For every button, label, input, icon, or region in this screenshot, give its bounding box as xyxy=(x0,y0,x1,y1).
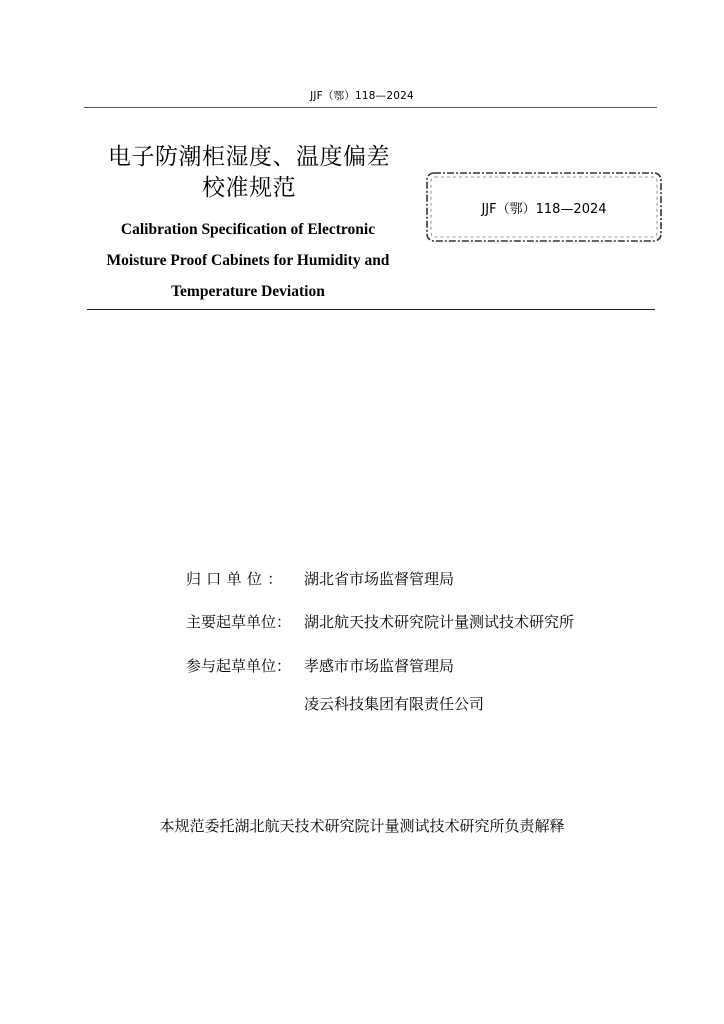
standard-code-box xyxy=(424,170,664,244)
participant-value-2: 凌云科技集团有限责任公司 xyxy=(304,695,485,713)
participants-row xyxy=(186,655,454,676)
interpretation-note: 本规范委托湖北航天技术研究院计量测试技术研究所负责解释 xyxy=(159,817,565,835)
participants-row-2 xyxy=(304,693,484,714)
title-chinese-line-2: 校准规范 xyxy=(202,175,296,201)
title-english-line-1: Calibration Specification of Electronic xyxy=(120,221,376,238)
header-rule xyxy=(84,107,657,108)
title-rule xyxy=(87,309,655,310)
header-standard-code: JJF（鄂）118—2024 xyxy=(310,90,414,102)
participants-label: 参与起草单位： xyxy=(186,657,292,675)
gui-kou-unit-label: 归口单位： xyxy=(186,570,288,588)
title-english-line-2: Moisture Proof Cabinets for Humidity and xyxy=(106,252,390,269)
main-drafter-row xyxy=(186,611,574,632)
title-chinese-line-1: 电子防潮柜湿度、温度偏差 xyxy=(108,144,390,170)
gui-kou-unit-value: 湖北省市场监督管理局 xyxy=(304,570,455,588)
gui-kou-unit-row xyxy=(186,568,454,589)
main-drafter-value: 湖北航天技术研究院计量测试技术研究所 xyxy=(304,613,575,631)
standard-code-box-text: JJF（鄂）118—2024 xyxy=(481,202,607,217)
participant-value-1: 孝感市市场监督管理局 xyxy=(304,657,455,675)
title-english xyxy=(84,214,412,307)
title-english-line-3: Temperature Deviation xyxy=(171,283,325,300)
title-chinese xyxy=(84,142,414,204)
main-drafter-label: 主要起草单位： xyxy=(186,613,292,631)
